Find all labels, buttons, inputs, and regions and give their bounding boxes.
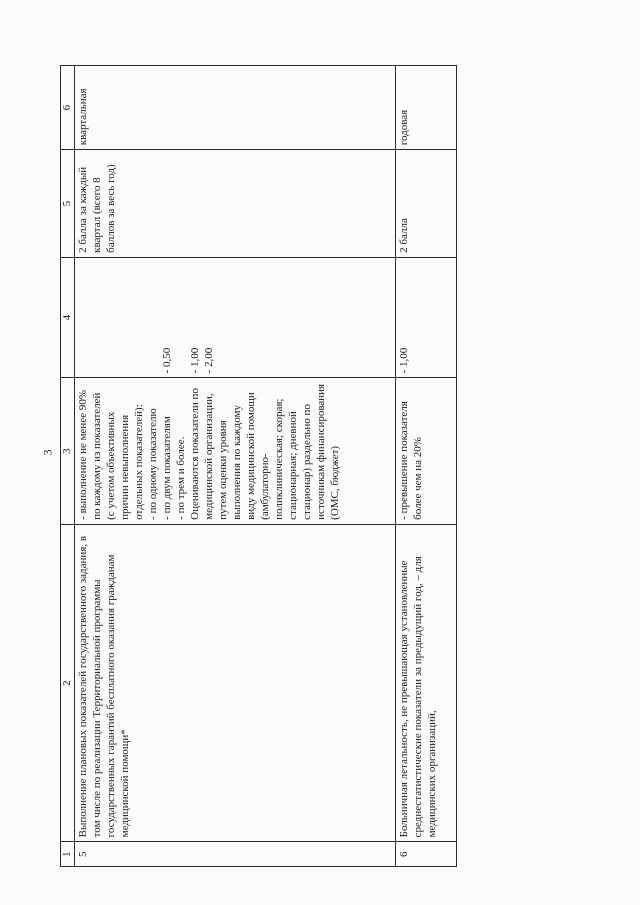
criteria-table: [60, 65, 457, 867]
table-row: [75, 66, 396, 867]
header-col-6: 6: [61, 66, 75, 150]
header-col-3: 3: [61, 378, 75, 524]
criteria-cell: - выполнение не менее 90% по каждому из показателей (с учетом объективных причин невыполнения отдельных показателей): - по одному показателю - по двум показателям - по трем и более. Оцениваются показатели по медицинской организации, путем оценки уровня выполнения по каждому виду медицинской помощи (амбулаторно-поликлиническая; скорая; стационарная; дневной стационар) раздельно по источникам финансирования (ОМС, бюджет): [75, 378, 396, 524]
row-number: 5: [75, 842, 396, 867]
header-col-5: 5: [61, 150, 75, 258]
score-cell: - 1,00: [396, 257, 457, 378]
period-cell: годовая: [396, 66, 457, 150]
header-col-2: 2: [61, 524, 75, 842]
period-cell: квартальная: [75, 66, 396, 150]
table-row: [396, 66, 457, 867]
page-number: 3: [40, 449, 55, 456]
criteria-cell: - превышение показателя более чем на 20%: [396, 378, 457, 524]
rotated-table-wrapper: [60, 65, 522, 867]
score-cell: - 0,50 - 1,00 - 2,00: [75, 257, 396, 378]
header-col-4: 4: [61, 257, 75, 378]
row-number: 6: [396, 842, 457, 867]
header-col-1: 1: [61, 842, 75, 867]
indicator-cell: Больничная летальность, не превышающая установленные среднестатистические показатели за предыдущий год, – для медицинских организаций,: [396, 524, 457, 842]
table-header-row: [61, 66, 75, 867]
max-score-cell: 2 балла за каждый квартал (всего 8 баллов за весь год): [75, 150, 396, 258]
max-score-cell: 2 балла: [396, 150, 457, 258]
indicator-cell: Выполнение плановых показателей государственного задания, в том числе по реализации Территориальной программы государственных гарантий бесплатного оказания гражданам медицинской помощи*: [75, 524, 396, 842]
